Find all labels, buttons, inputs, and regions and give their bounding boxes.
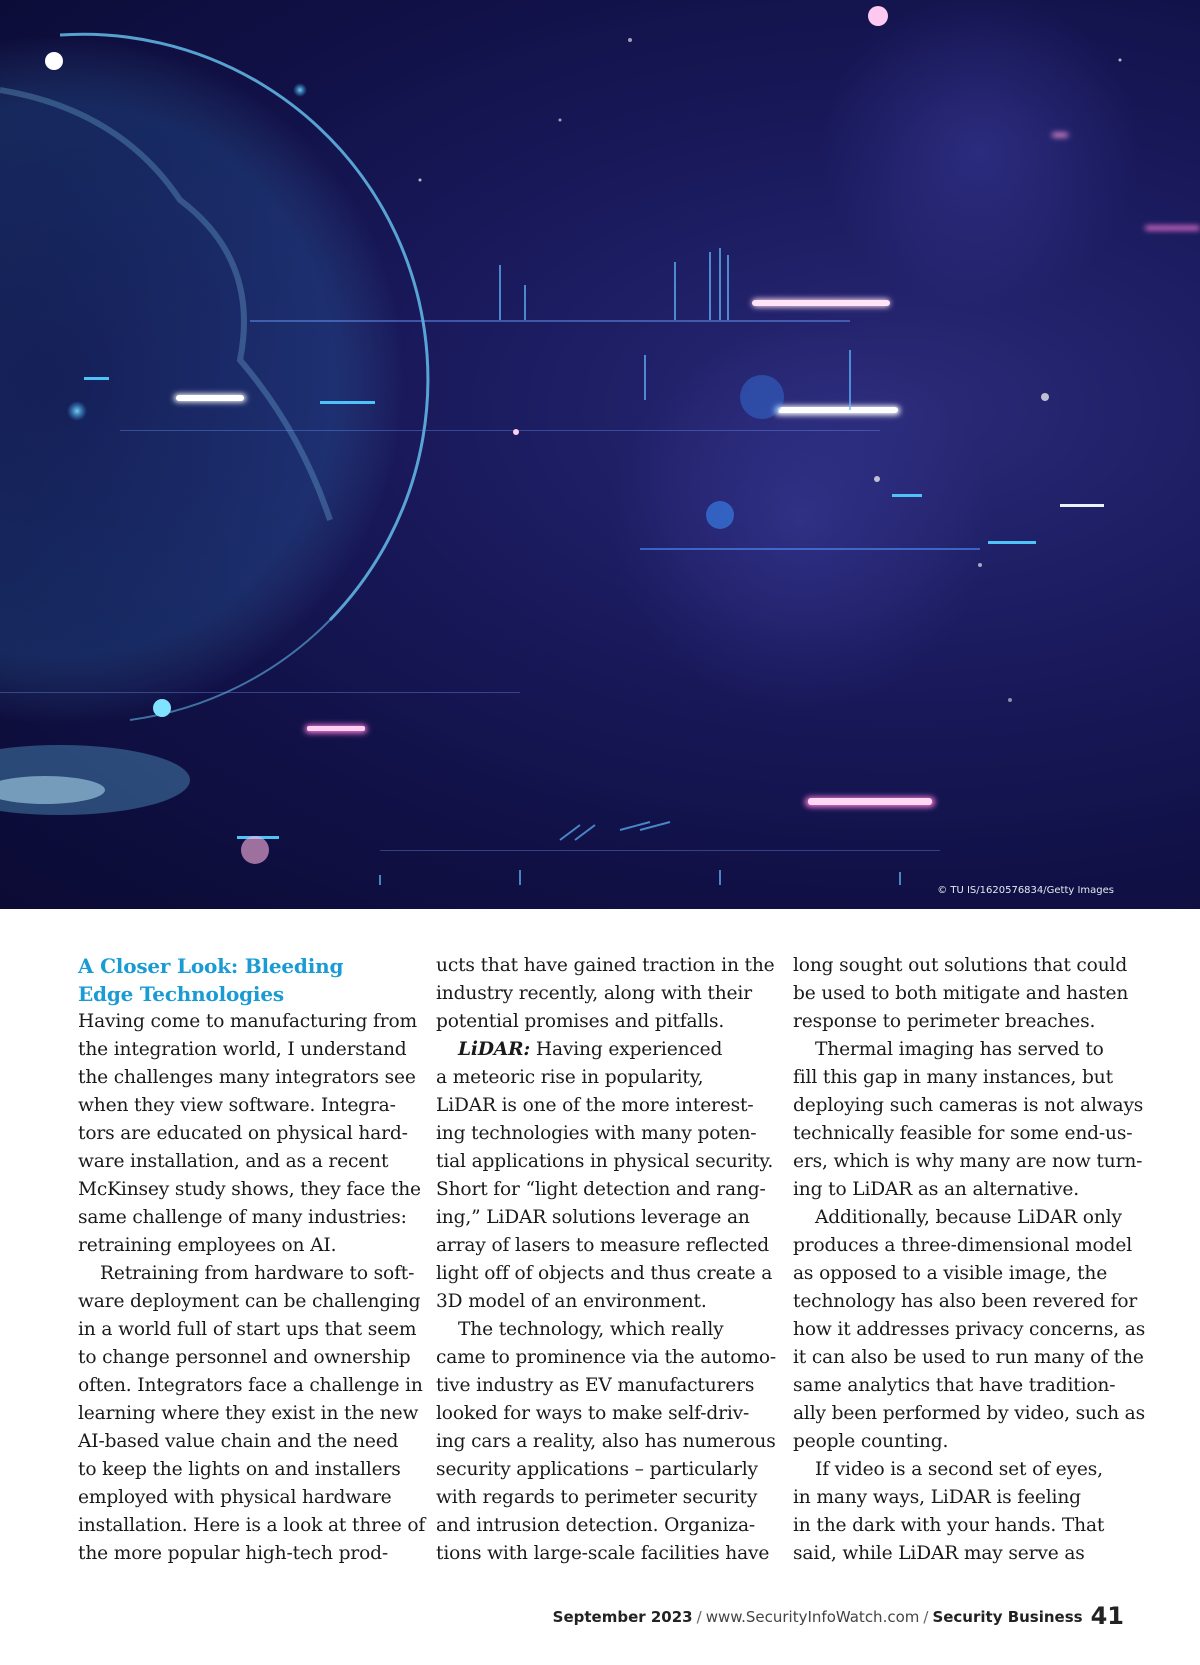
body-text-line: technically feasible for some end-us-: [793, 1123, 1133, 1144]
body-text-line: array of lasers to measure reflected: [436, 1235, 770, 1256]
article-column-1: [78, 952, 426, 1568]
body-text-line: long sought out solutions that could: [793, 955, 1128, 976]
body-text-line: industry recently, along with their: [436, 983, 752, 1004]
body-text-line: the challenges many integrators see: [78, 1067, 416, 1088]
body-text-line: deploying such cameras is not always: [793, 1095, 1144, 1116]
body-text-line: said, while LiDAR may serve as: [793, 1543, 1085, 1564]
body-text-line: AI-based value chain and the need: [78, 1431, 399, 1452]
section-heading-line-2: Edge Technologies: [78, 982, 284, 1006]
article-column-2: [436, 952, 777, 1568]
body-text-line: technology has also been revered for: [793, 1291, 1138, 1312]
website-url: www.SecurityInfoWatch.com: [705, 1608, 920, 1626]
body-text-line: to keep the lights on and installers: [78, 1459, 401, 1480]
body-text-line: Having come to manufacturing from: [78, 1011, 418, 1032]
body-text-line: employed with physical hardware: [78, 1487, 392, 1508]
body-text-line: ware deployment can be challenging: [78, 1291, 421, 1312]
body-text-line: same analytics that have tradition-: [793, 1375, 1116, 1396]
body-text-line: when they view software. Integra-: [78, 1095, 396, 1116]
body-text-line: in many ways, LiDAR is feeling: [793, 1487, 1081, 1508]
globe-graphic: [0, 34, 428, 815]
body-text-line: the integration world, I understand: [78, 1039, 407, 1060]
body-text-line: ing cars a reality, also has numerous: [436, 1431, 776, 1452]
body-text-line: The technology, which really: [458, 1319, 724, 1340]
article-column-3: [793, 952, 1146, 1568]
body-text-line: produces a three-dimensional model: [793, 1235, 1132, 1256]
body-text-line: how it addresses privacy concerns, as: [793, 1319, 1146, 1340]
body-text-line: ing technologies with many poten-: [436, 1123, 757, 1144]
body-text-span: Having experienced: [535, 1039, 723, 1060]
body-text-line: looked for ways to make self-driv-: [436, 1403, 750, 1424]
body-text-line: in the dark with your hands. That: [793, 1515, 1105, 1536]
body-text-line: the more popular high-tech prod-: [78, 1543, 389, 1564]
body-text-line: retraining employees on AI.: [78, 1235, 337, 1256]
background-haze: [610, 0, 1140, 710]
publication-name: Security Business: [932, 1608, 1083, 1626]
body-text-line: it can also be used to run many of the: [793, 1347, 1144, 1368]
page-number: 41: [1090, 1602, 1124, 1630]
body-text-line: people counting.: [793, 1431, 949, 1452]
body-text-line: McKinsey study shows, they face the: [78, 1179, 421, 1200]
body-text-line: Additionally, because LiDAR only: [815, 1207, 1122, 1228]
body-text-line: ers, which is why many are now turn-: [793, 1151, 1143, 1172]
body-text-line: potential promises and pitfalls.: [436, 1011, 725, 1032]
body-text-line: in a world full of start ups that seem: [78, 1319, 417, 1340]
body-text-line: ucts that have gained traction in the: [436, 955, 775, 976]
body-text-line: [436, 1036, 766, 1064]
body-text-line: and intrusion detection. Organiza-: [436, 1515, 756, 1536]
lidar-keyword: LiDAR:: [458, 1039, 531, 1060]
body-text-line: tive industry as EV manufacturers: [436, 1375, 755, 1396]
body-text-line: tial applications in physical security.: [436, 1151, 774, 1172]
body-text-line: Short for “light detection and rang-: [436, 1179, 766, 1200]
body-text-line: to change personnel and ownership: [78, 1347, 411, 1368]
body-text-line: a meteoric rise in popularity,: [436, 1067, 704, 1088]
body-text-line: fill this gap in many instances, but: [793, 1067, 1113, 1088]
body-text-line: response to perimeter breaches.: [793, 1011, 1096, 1032]
body-text-line: If video is a second set of eyes,: [815, 1459, 1103, 1480]
footer-separator: /: [923, 1608, 929, 1626]
body-text-line: tors are educated on physical hard-: [78, 1123, 408, 1144]
body-text-line: ware installation, and as a recent: [78, 1151, 389, 1172]
body-text-line: often. Integrators face a challenge in: [78, 1375, 423, 1396]
photo-credit: © TU IS/1620576834/Getty Images: [937, 885, 1114, 896]
body-text-line: learning where they exist in the new: [78, 1403, 419, 1424]
body-text-line: installation. Here is a look at three of: [78, 1515, 426, 1536]
body-text-line: came to prominence via the automo-: [436, 1347, 777, 1368]
body-text-line: tions with large-scale facilities have: [436, 1543, 770, 1564]
body-text-line: security applications – particularly: [436, 1459, 758, 1480]
body-text-line: light off of objects and thus create a: [436, 1263, 773, 1284]
body-text-line: as opposed to a visible image, the: [793, 1263, 1108, 1284]
body-text-line: be used to both mitigate and hasten: [793, 983, 1129, 1004]
footer-separator: /: [696, 1608, 702, 1626]
body-text-line: LiDAR is one of the more interest-: [436, 1095, 754, 1116]
section-heading-line-1: A Closer Look: Bleeding: [78, 954, 344, 978]
body-text-line: same challenge of many industries:: [78, 1207, 407, 1228]
body-text-line: Thermal imaging has served to: [815, 1039, 1104, 1060]
page-footer: [553, 1602, 1124, 1630]
body-text-line: with regards to perimeter security: [436, 1487, 758, 1508]
body-text-line: ing,” LiDAR solutions leverage an: [436, 1207, 750, 1228]
body-text-line: ally been performed by video, such as: [793, 1403, 1145, 1424]
body-text-line: Retraining from hardware to soft-: [100, 1263, 415, 1284]
issue-date: September 2023: [552, 1608, 693, 1626]
body-text-line: ing to LiDAR as an alternative.: [793, 1179, 1080, 1200]
body-text-line: 3D model of an environment.: [436, 1291, 707, 1312]
